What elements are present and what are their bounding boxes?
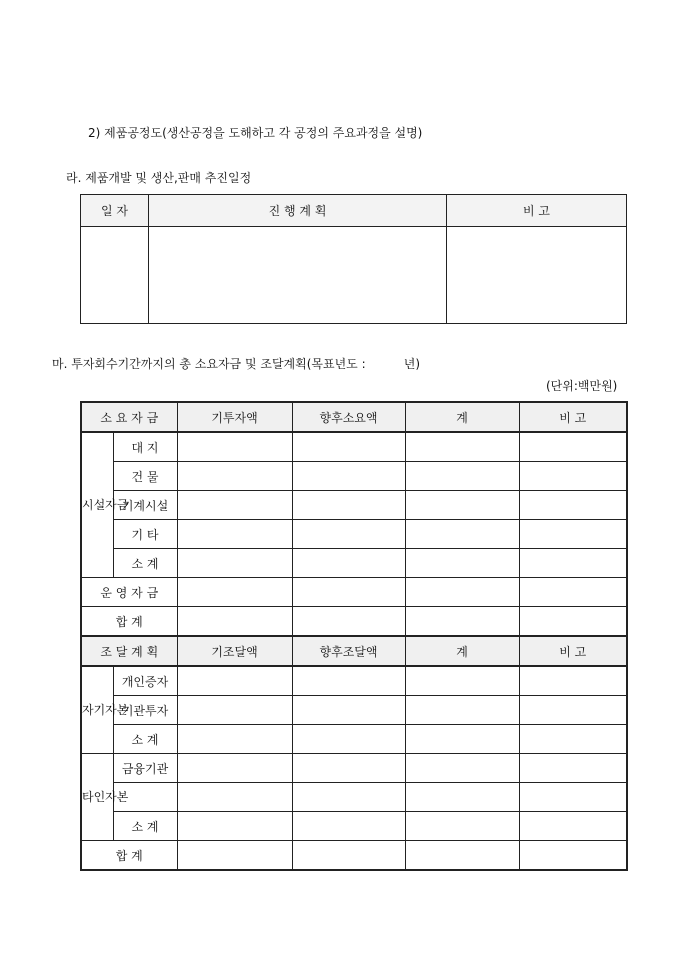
facility-row bbox=[81, 520, 627, 549]
input-cell[interactable] bbox=[519, 462, 627, 491]
input-cell[interactable] bbox=[177, 812, 292, 841]
operating-row bbox=[81, 578, 627, 607]
row-label: 기 타 bbox=[113, 520, 177, 549]
remarks-cell[interactable] bbox=[447, 227, 627, 324]
own-capital-group-label: 자기자본 bbox=[81, 666, 113, 754]
input-cell[interactable] bbox=[292, 432, 405, 462]
facility-row bbox=[81, 432, 627, 462]
input-cell[interactable] bbox=[177, 578, 292, 607]
input-cell[interactable] bbox=[519, 578, 627, 607]
procurement-header-row bbox=[81, 636, 627, 666]
schedule-table bbox=[80, 194, 627, 324]
input-cell[interactable] bbox=[405, 783, 519, 812]
own-capital-row bbox=[81, 666, 627, 696]
input-cell[interactable] bbox=[292, 520, 405, 549]
input-cell[interactable] bbox=[405, 841, 519, 871]
input-cell[interactable] bbox=[405, 578, 519, 607]
input-cell[interactable] bbox=[519, 549, 627, 578]
col-remarks: 비 고 bbox=[447, 195, 627, 227]
input-cell[interactable] bbox=[405, 491, 519, 520]
row-label: 기관투자 bbox=[113, 696, 177, 725]
input-cell[interactable] bbox=[177, 666, 292, 696]
col-sum: 계 bbox=[405, 402, 519, 432]
row-label: 소 계 bbox=[113, 812, 177, 841]
facility-row bbox=[81, 462, 627, 491]
input-cell[interactable] bbox=[292, 549, 405, 578]
input-cell[interactable] bbox=[292, 578, 405, 607]
input-cell[interactable] bbox=[292, 841, 405, 871]
unit-label: (단위:백만원) bbox=[546, 379, 618, 393]
row-label: 합 계 bbox=[81, 607, 177, 637]
input-cell[interactable] bbox=[405, 754, 519, 783]
input-cell[interactable] bbox=[292, 696, 405, 725]
date-cell[interactable] bbox=[81, 227, 149, 324]
input-cell[interactable] bbox=[177, 725, 292, 754]
col-prior-procured: 기조달액 bbox=[177, 636, 292, 666]
input-cell[interactable] bbox=[177, 432, 292, 462]
input-cell[interactable] bbox=[177, 607, 292, 637]
input-cell[interactable] bbox=[519, 607, 627, 637]
col-future-requirement: 향후소요액 bbox=[292, 402, 405, 432]
col-remarks: 비 고 bbox=[519, 402, 627, 432]
row-label: 소 계 bbox=[113, 549, 177, 578]
input-cell[interactable] bbox=[177, 549, 292, 578]
input-cell[interactable] bbox=[292, 725, 405, 754]
input-cell[interactable] bbox=[405, 462, 519, 491]
own-capital-row bbox=[81, 696, 627, 725]
input-cell[interactable] bbox=[405, 725, 519, 754]
total-row bbox=[81, 607, 627, 637]
input-cell[interactable] bbox=[519, 432, 627, 462]
procurement-header: 조 달 계 획 bbox=[81, 636, 177, 666]
input-cell[interactable] bbox=[177, 491, 292, 520]
required-funds-header: 소 요 자 금 bbox=[81, 402, 177, 432]
input-cell[interactable] bbox=[519, 754, 627, 783]
other-capital-group-label: 타인자본 bbox=[81, 754, 113, 841]
input-cell[interactable] bbox=[292, 754, 405, 783]
input-cell[interactable] bbox=[292, 607, 405, 637]
row-label: 대 지 bbox=[113, 432, 177, 462]
input-cell[interactable] bbox=[292, 491, 405, 520]
input-cell[interactable] bbox=[292, 462, 405, 491]
col-plan: 진 행 계 획 bbox=[149, 195, 447, 227]
input-cell[interactable] bbox=[519, 666, 627, 696]
col-future-procurement: 향후조달액 bbox=[292, 636, 405, 666]
facility-row bbox=[81, 491, 627, 520]
input-cell[interactable] bbox=[519, 783, 627, 812]
section-ma-title: 마. 투자회수기간까지의 총 소요자금 및 조달계획(목표년도 : 년) bbox=[52, 357, 421, 371]
input-cell[interactable] bbox=[405, 812, 519, 841]
facility-group-label: 시설자금 bbox=[81, 432, 113, 578]
input-cell[interactable] bbox=[177, 520, 292, 549]
other-capital-row bbox=[81, 812, 627, 841]
row-label: 운 영 자 금 bbox=[81, 578, 177, 607]
required-header-row bbox=[81, 402, 627, 432]
row-label: 기계시설 bbox=[113, 491, 177, 520]
input-cell[interactable] bbox=[519, 696, 627, 725]
input-cell[interactable] bbox=[177, 754, 292, 783]
input-cell[interactable] bbox=[177, 696, 292, 725]
input-cell[interactable] bbox=[292, 783, 405, 812]
section-ra-title: 라. 제품개발 및 생산,판매 추진일정 bbox=[66, 171, 252, 185]
input-cell[interactable] bbox=[405, 666, 519, 696]
row-label: 소 계 bbox=[113, 725, 177, 754]
input-cell[interactable] bbox=[405, 549, 519, 578]
input-cell[interactable] bbox=[292, 666, 405, 696]
input-cell[interactable] bbox=[405, 520, 519, 549]
facility-row bbox=[81, 549, 627, 578]
input-cell[interactable] bbox=[177, 462, 292, 491]
input-cell[interactable] bbox=[519, 841, 627, 871]
input-cell[interactable] bbox=[177, 841, 292, 871]
funds-table bbox=[80, 401, 628, 871]
input-cell[interactable] bbox=[519, 725, 627, 754]
input-cell[interactable] bbox=[177, 783, 292, 812]
row-label: 금융기관 bbox=[113, 754, 177, 783]
col-sum: 계 bbox=[405, 636, 519, 666]
input-cell[interactable] bbox=[292, 812, 405, 841]
row-label: 합 계 bbox=[81, 841, 177, 871]
schedule-body-row bbox=[81, 227, 627, 324]
col-prior-investment: 기투자액 bbox=[177, 402, 292, 432]
input-cell[interactable] bbox=[405, 432, 519, 462]
input-cell[interactable] bbox=[405, 607, 519, 637]
input-cell[interactable] bbox=[519, 520, 627, 549]
other-capital-row bbox=[81, 754, 627, 783]
schedule-header-row bbox=[81, 195, 627, 227]
grand-total-row bbox=[81, 841, 627, 871]
input-cell[interactable] bbox=[519, 812, 627, 841]
row-label: 건 물 bbox=[113, 462, 177, 491]
section-2-title: 2) 제품공정도(생산공정을 도해하고 각 공정의 주요과정을 설명) bbox=[88, 126, 423, 140]
plan-cell[interactable] bbox=[149, 227, 447, 324]
col-date: 일 자 bbox=[81, 195, 149, 227]
input-cell[interactable] bbox=[405, 696, 519, 725]
input-cell[interactable] bbox=[519, 491, 627, 520]
own-capital-row bbox=[81, 725, 627, 754]
other-capital-row bbox=[81, 783, 627, 812]
col-remarks: 비 고 bbox=[519, 636, 627, 666]
row-label: 개인증자 bbox=[113, 666, 177, 696]
